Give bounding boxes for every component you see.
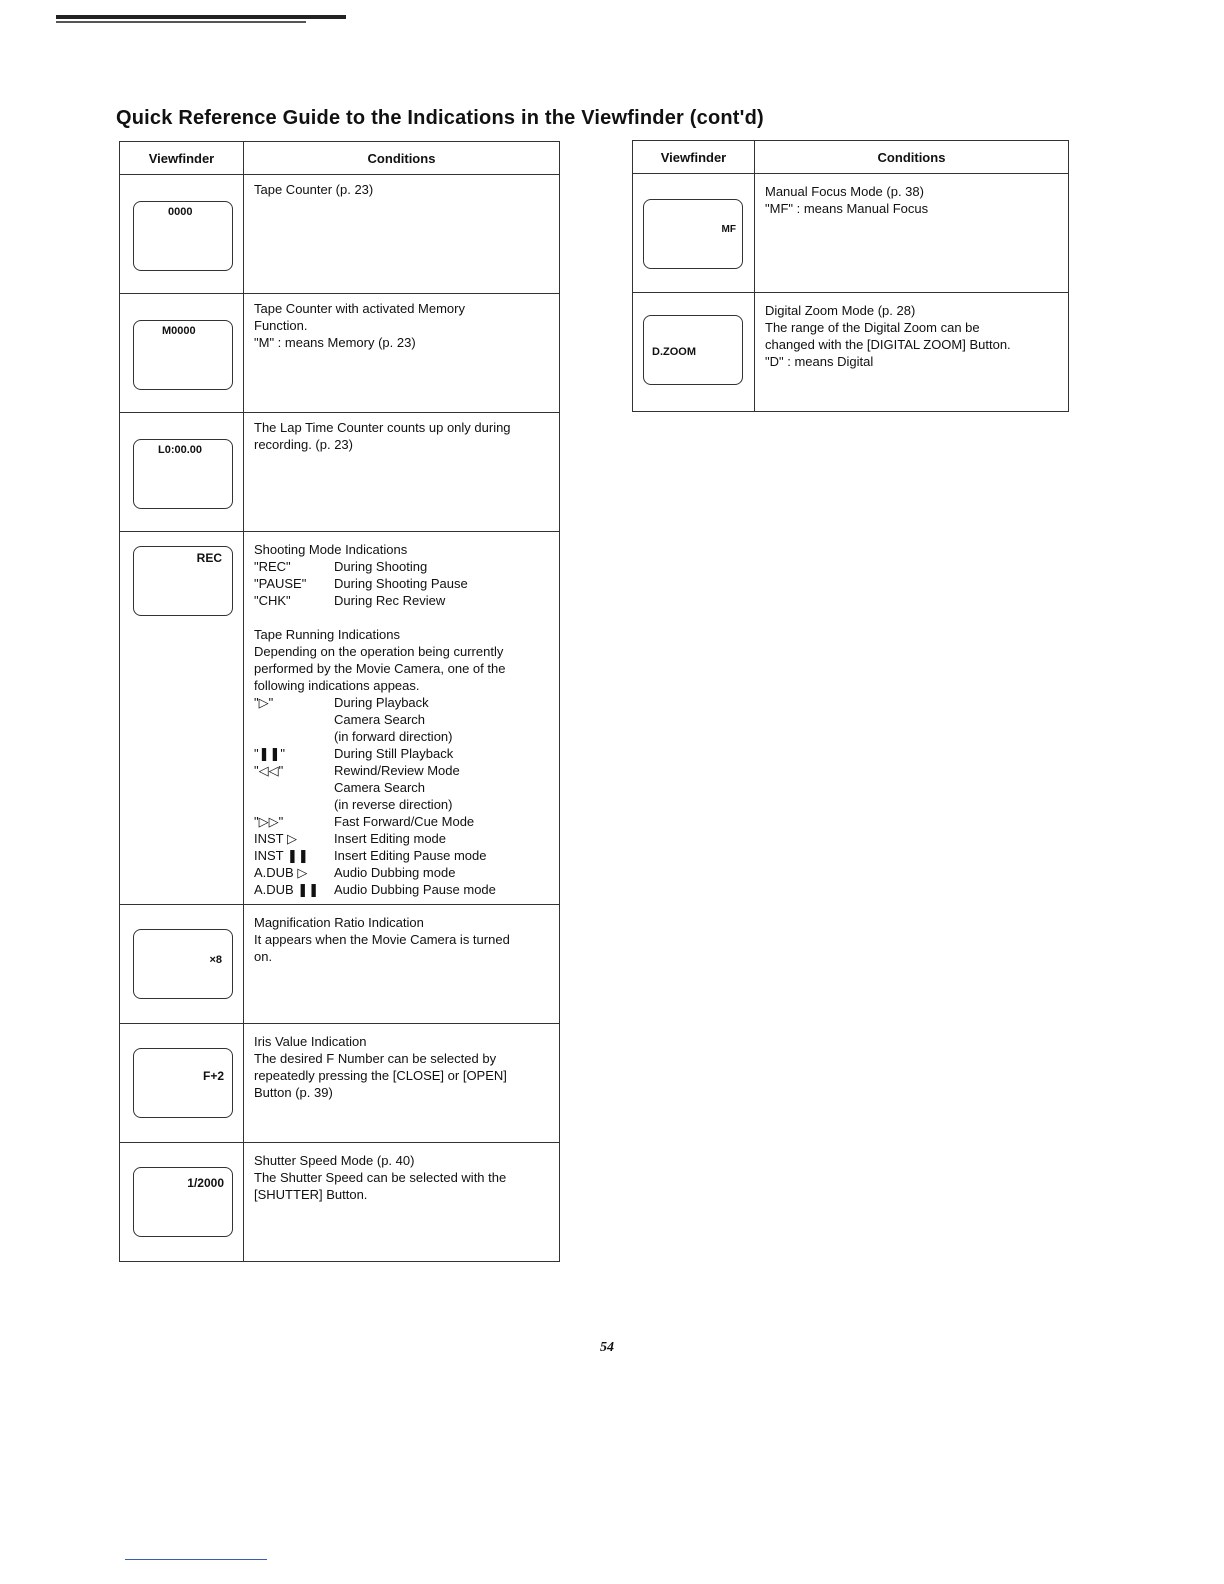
indication-symbol: "❚❚" — [254, 746, 286, 761]
indication-meaning: (in forward direction) — [334, 729, 453, 744]
condition-line: Shooting Mode Indications — [254, 542, 408, 557]
display-indication: 0000 — [168, 206, 193, 218]
indication-meaning: During Shooting — [334, 559, 428, 574]
display-indication: F+2 — [202, 1069, 224, 1083]
left-header-viewfinder: Viewfinder — [120, 142, 244, 175]
indication-meaning: During Still Playback — [334, 746, 454, 761]
display-indication: M0000 — [162, 325, 196, 337]
indication-symbol — [254, 728, 334, 745]
condition-line: changed with the [DIGITAL ZOOM] Button. — [765, 337, 1011, 352]
display-indication: MF — [721, 224, 736, 235]
condition-line: The Shutter Speed can be selected with the — [254, 1170, 507, 1185]
viewfinder-cell — [120, 413, 244, 532]
right-header-viewfinder: Viewfinder — [633, 141, 755, 174]
condition-line: performed by the Movie Camera, one of the — [254, 661, 506, 676]
indication-meaning: Camera Search — [334, 780, 426, 795]
indication-row — [254, 745, 559, 762]
left-header-conditions: Conditions — [244, 142, 560, 175]
conditions-cell — [244, 1143, 560, 1262]
indication-symbol: A.DUB ▷ — [254, 865, 308, 880]
indication-meaning: During Rec Review — [334, 593, 446, 608]
condition-line: It appears when the Movie Camera is turned — [254, 932, 510, 947]
indication-symbol: "CHK" — [254, 593, 291, 608]
indication-row — [254, 728, 559, 745]
viewfinder-screen — [133, 439, 233, 509]
indication-row — [254, 779, 559, 796]
indication-symbol: "▷▷" — [254, 814, 284, 829]
condition-line: Tape Counter with activated Memory — [254, 301, 465, 316]
viewfinder-screen — [133, 1048, 233, 1118]
display-indication: 1/2000 — [187, 1176, 224, 1190]
indication-row — [254, 575, 559, 592]
viewfinder-cell — [120, 294, 244, 413]
display-indication: D.ZOOM — [652, 346, 696, 358]
viewfinder-cell — [120, 532, 244, 905]
condition-line: Iris Value Indication — [254, 1034, 367, 1049]
condition-line: Magnification Ratio Indication — [254, 915, 424, 930]
condition-line: "D" : means Digital — [765, 354, 874, 369]
indication-symbol: A.DUB ❚❚ — [254, 882, 320, 897]
right-header-conditions: Conditions — [755, 141, 1069, 174]
condition-line: recording. (p. 23) — [254, 437, 353, 452]
indication-meaning: Insert Editing mode — [334, 831, 447, 846]
condition-line: "MF" : means Manual Focus — [765, 201, 929, 216]
condition-line: Manual Focus Mode (p. 38) — [765, 184, 924, 199]
display-indication: REC — [196, 551, 222, 565]
indication-meaning: During Playback — [334, 695, 429, 710]
indication-meaning: Rewind/Review Mode — [334, 763, 460, 778]
indication-row — [254, 711, 559, 728]
viewfinder-screen — [643, 315, 743, 385]
viewfinder-screen — [643, 199, 743, 269]
conditions-cell — [244, 175, 560, 294]
condition-line: Depending on the operation being currently — [254, 644, 504, 659]
viewfinder-screen — [133, 1167, 233, 1237]
page-title: Quick Reference Guide to the Indications in the Viewfinder (cont'd) — [116, 107, 764, 129]
indication-meaning: Insert Editing Pause mode — [334, 848, 487, 863]
footer-rule — [125, 1559, 267, 1560]
condition-line: Tape Counter (p. 23) — [254, 182, 374, 197]
indication-row — [254, 694, 559, 711]
indication-meaning: Camera Search — [334, 712, 426, 727]
indication-row — [254, 762, 559, 779]
conditions-cell — [244, 413, 560, 532]
conditions-cell — [244, 532, 560, 905]
condition-line: [SHUTTER] Button. — [254, 1187, 368, 1202]
indication-symbol: "PAUSE" — [254, 576, 307, 591]
conditions-cell — [244, 905, 560, 1024]
conditions-cell — [244, 294, 560, 413]
viewfinder-screen — [133, 201, 233, 271]
indication-row — [254, 881, 559, 898]
header-rule — [56, 15, 346, 19]
viewfinder-screen — [133, 546, 233, 616]
indication-meaning: (in reverse direction) — [334, 797, 453, 812]
indication-meaning: Fast Forward/Cue Mode — [334, 814, 475, 829]
indication-symbol — [254, 711, 334, 728]
viewfinder-cell — [120, 1024, 244, 1143]
condition-line: Function. — [254, 318, 308, 333]
indication-row — [254, 864, 559, 881]
indication-symbol — [254, 779, 334, 796]
indication-meaning: Audio Dubbing Pause mode — [334, 882, 496, 897]
header-rule-thin — [56, 21, 306, 23]
condition-line: The range of the Digital Zoom can be — [765, 320, 980, 335]
indication-row — [254, 813, 559, 830]
indication-symbol: "◁◁" — [254, 763, 284, 778]
condition-line: on. — [254, 949, 273, 964]
viewfinder-cell — [120, 175, 244, 294]
condition-line: Button (p. 39) — [254, 1085, 333, 1100]
condition-line: Tape Running Indications — [254, 627, 400, 642]
right-reference-table — [632, 140, 1069, 412]
condition-line: Digital Zoom Mode (p. 28) — [765, 303, 916, 318]
viewfinder-cell — [120, 1143, 244, 1262]
indication-row — [254, 796, 559, 813]
left-reference-table — [119, 141, 560, 1262]
indication-meaning: Audio Dubbing mode — [334, 865, 456, 880]
display-indication: L0:00.00 — [158, 444, 203, 456]
viewfinder-screen — [133, 320, 233, 390]
viewfinder-cell — [120, 905, 244, 1024]
display-indication: ×8 — [209, 954, 222, 966]
viewfinder-cell — [633, 174, 755, 293]
viewfinder-cell — [633, 293, 755, 412]
indication-symbol — [254, 796, 334, 813]
condition-line: The desired F Number can be selected by — [254, 1051, 497, 1066]
condition-line: Shutter Speed Mode (p. 40) — [254, 1153, 415, 1168]
indication-symbol: INST ❚❚ — [254, 848, 309, 863]
indication-row — [254, 558, 559, 575]
conditions-cell — [244, 1024, 560, 1143]
indication-symbol: INST ▷ — [254, 831, 297, 846]
indication-row — [254, 830, 559, 847]
indication-row — [254, 592, 559, 609]
indication-symbol: "▷" — [254, 695, 274, 710]
condition-line: repeatedly pressing the [CLOSE] or [OPEN] — [254, 1068, 507, 1083]
conditions-cell — [755, 174, 1069, 293]
indication-symbol: "REC" — [254, 559, 291, 574]
page-number: 54 — [600, 1340, 614, 1355]
viewfinder-screen — [133, 929, 233, 999]
condition-line: The Lap Time Counter counts up only during — [254, 420, 511, 435]
condition-line: following indications appeas. — [254, 678, 420, 693]
condition-line: "M" : means Memory (p. 23) — [254, 335, 416, 350]
indication-row — [254, 847, 559, 864]
conditions-cell — [755, 293, 1069, 412]
indication-meaning: During Shooting Pause — [334, 576, 468, 591]
